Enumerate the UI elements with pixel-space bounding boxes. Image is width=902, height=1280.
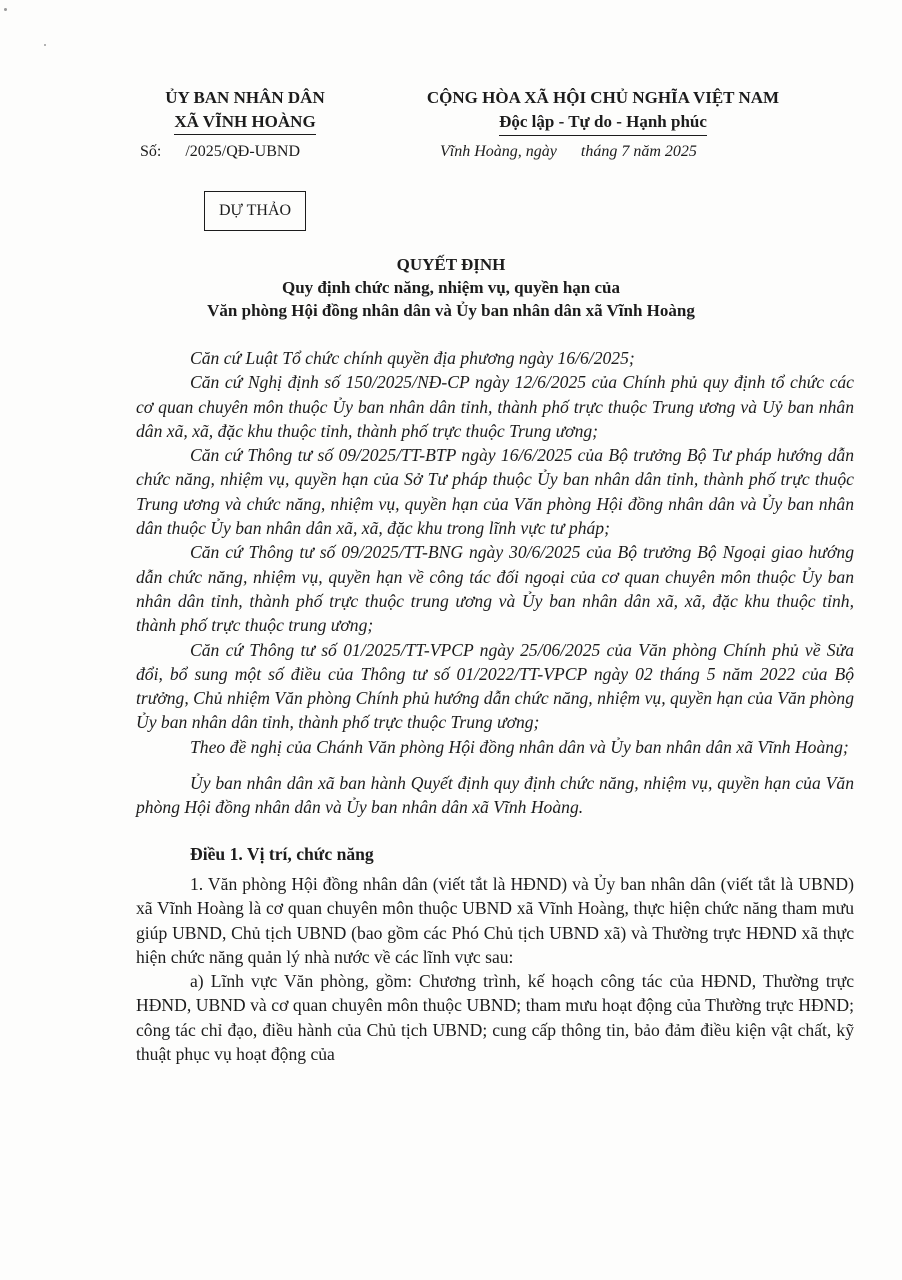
article-1-clause-1a: a) Lĩnh vực Văn phòng, gồm: Chương trình, kế hoạch công tác của HĐND, Thường trực HĐND, UBND và cơ quan chuyên môn thuộc UBND; tham mưu hoạt động của Thường trực HĐND; công tác chỉ đạo, điều hành của Chủ tịch UBND; cung cấp thông tin, bảo đảm điều kiện vật chất, kỹ thuật phục vụ hoạt động của [136,971,854,1065]
scan-speck [4,8,7,11]
document-title [0,253,902,322]
authority-line-2: XÃ VĨNH HOÀNG [120,110,370,135]
proposal-basis: Theo đề nghị của Chánh Văn phòng Hội đồng nhân dân và Ủy ban nhân dân xã Vĩnh Hoàng; [190,736,849,757]
legal-basis-2: Căn cứ Nghị định số 150/2025/NĐ-CP ngày 12/6/2025 của Chính phủ quy định tổ chức các cơ quan chuyên môn thuộc Ủy ban nhân dân tỉnh, thành phố trực thuộc Trung ương và Uỷ ban nhân dân xã, xã, đặc khu thuộc tỉnh, thành phố trực thuộc Trung ương; [136,372,854,441]
scan-speck [44,44,46,46]
document-body [136,346,854,1066]
legal-basis-5: Căn cứ Thông tư số 01/2025/TT-VPCP ngày 25/06/2025 của Văn phòng Chính phủ về Sửa đổi, bổ sung một số điều của Thông tư số 01/2022/TT-VPCP ngày 02 tháng 5 năm 2022 của Bộ trưởng, Chủ nhiệm Văn phòng Chính phủ hướng dẫn chức năng, nhiệm vụ, quyền hạn của Văn phòng Ủy ban nhân dân tỉnh, thành phố trực thuộc Trung ương; [136,639,854,733]
number-label: Số: [140,143,162,160]
legal-basis-1: Căn cứ Luật Tổ chức chính quyền địa phương ngày 16/6/2025; [190,348,635,368]
title-subject-line-2: Văn phòng Hội đồng nhân dân và Ủy ban nhân dân xã Vĩnh Hoàng [207,301,695,320]
national-heading [378,86,828,136]
article-1-heading: Điều 1. Vị trí, chức năng [190,843,374,864]
issuing-authority [120,86,370,135]
national-motto: Độc lập - Tự do - Hạnh phúc [378,110,828,136]
decision-intro: Ủy ban nhân dân xã ban hành Quyết định quy định chức năng, nhiệm vụ, quyền hạn của Văn phòng Hội đồng nhân dân và Ủy ban nhân dân xã Vĩnh Hoàng. [136,773,854,818]
legal-basis-3: Căn cứ Thông tư số 09/2025/TT-BTP ngày 16/6/2025 của Bộ trưởng Bộ Tư pháp hướng dẫn chức năng, nhiệm vụ, quyền hạn của Sở Tư pháp thuộc Ủy ban nhân dân tỉnh, thành phố trực thuộc Trung ương và chức năng, nhiệm vụ, quyền hạn của Văn phòng Hội đồng nhân dân và Ủy ban nhân dân thuộc Ủy ban nhân dân xã, xã, đặc khu trong lĩnh vực tư pháp; [136,445,854,539]
draft-stamp: DỰ THẢO [204,191,306,231]
authority-line-1: ỦY BAN NHÂN DÂN [165,88,325,107]
issue-date: Vĩnh Hoàng, ngày tháng 7 năm 2025 [440,143,697,160]
country-name: CỘNG HÒA XÃ HỘI CHỦ NGHĨA VIỆT NAM [426,88,780,107]
document-number [140,143,300,161]
title-subject-line-1: Quy định chức năng, nhiệm vụ, quyền hạn của [281,278,621,297]
legal-basis-4: Căn cứ Thông tư số 09/2025/TT-BNG ngày 30/6/2025 của Bộ trưởng Bộ Ngoại giao hướng dẫn chức năng, nhiệm vụ, quyền hạn về công tác đối ngoại của cơ quan chuyên môn thuộc Ủy ban nhân dân tỉnh, thành phố trực thuộc trung ương và Ủy ban nhân dân xã, xã, đặc khu thuộc tỉnh, thành phố trực thuộc trung ương; [136,542,854,636]
number-value: /2025/QĐ-UBND [185,143,301,160]
title-main: QUYẾT ĐỊNH [396,255,506,274]
article-1-clause-1: 1. Văn phòng Hội đồng nhân dân (viết tắt là HĐND) và Ủy ban nhân dân (viết tắt là UBND) xã Vĩnh Hoàng là cơ quan chuyên môn thuộc UBND xã Vĩnh Hoàng, thực hiện chức năng tham mưu giúp UBND, Chủ tịch UBND (bao gồm các Phó Chủ tịch UBND xã) và Thường trực HĐND xã thực hiện chức năng quản lý nhà nước về các lĩnh vực sau: [136,873,854,967]
